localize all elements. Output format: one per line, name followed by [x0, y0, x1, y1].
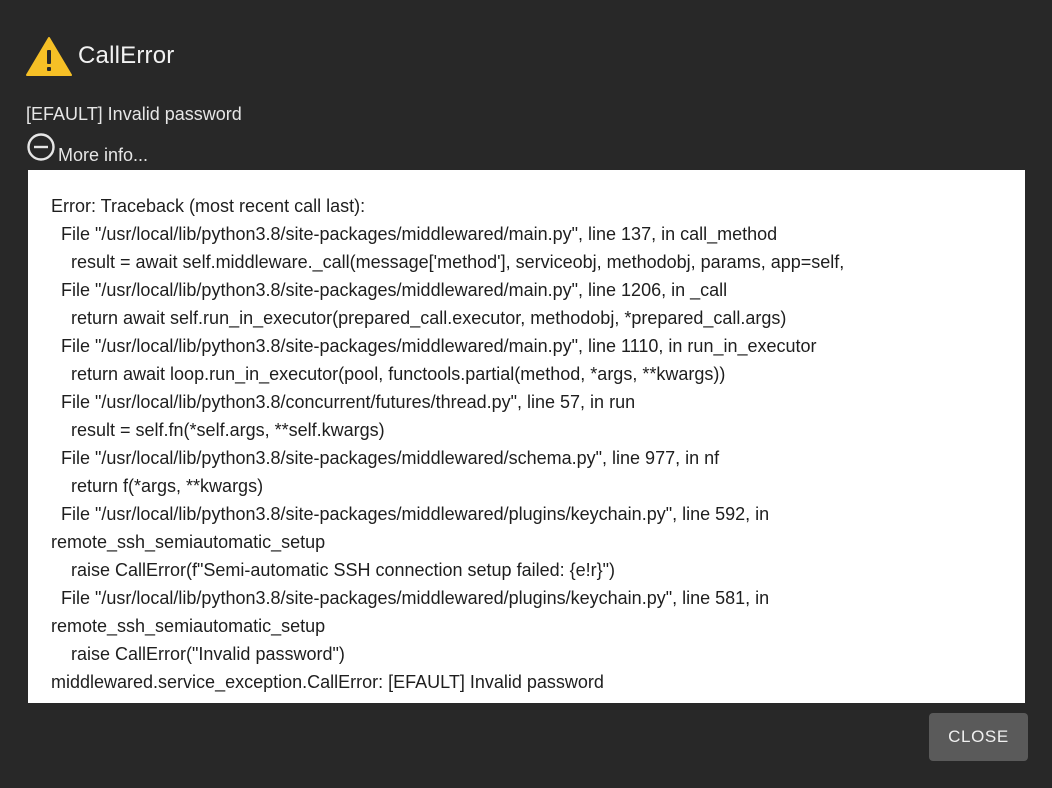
traceback-line: File "/usr/local/lib/python3.8/site-packages/middlewared/schema.py", line 977, in nf [51, 448, 720, 468]
more-info-toggle[interactable] [26, 131, 148, 167]
warning-icon [26, 36, 72, 76]
traceback-line: File "/usr/local/lib/python3.8/site-packages/middlewared/plugins/keychain.py", line 592, in [51, 504, 770, 524]
traceback-line: raise CallError("Invalid password") [51, 644, 345, 664]
traceback-text [51, 192, 1005, 696]
close-button[interactable]: CLOSE [929, 713, 1028, 761]
traceback-line: result = await self.middleware._call(message['method'], serviceobj, methodobj, params, app=self, [51, 252, 845, 272]
dialog-header [26, 36, 174, 76]
traceback-line: Error: Traceback (most recent call last): [51, 196, 366, 216]
traceback-panel [28, 170, 1025, 703]
traceback-line: result = self.fn(*self.args, **self.kwargs) [51, 420, 385, 440]
traceback-line: File "/usr/local/lib/python3.8/site-packages/middlewared/main.py", line 1206, in _call [51, 280, 728, 300]
traceback-line: File "/usr/local/lib/python3.8/site-packages/middlewared/plugins/keychain.py", line 581, in [51, 588, 770, 608]
traceback-line: return await loop.run_in_executor(pool, functools.partial(method, *args, **kwargs)) [51, 364, 726, 384]
traceback-line: return await self.run_in_executor(prepared_call.executor, methodobj, *prepared_call.args) [51, 308, 787, 328]
more-info-label[interactable]: More info... [58, 145, 149, 165]
traceback-line: File "/usr/local/lib/python3.8/concurrent/futures/thread.py", line 57, in run [51, 392, 636, 412]
dialog-title: CallError [78, 42, 175, 69]
traceback-line: remote_ssh_semiautomatic_setup [51, 532, 326, 552]
traceback-line: middlewared.service_exception.CallError: [EFAULT] Invalid password [51, 672, 604, 692]
error-message: [EFAULT] Invalid password [26, 104, 242, 124]
traceback-line: raise CallError(f"Semi-automatic SSH connection setup failed: {e!r}") [51, 560, 616, 580]
minus-circle-icon[interactable] [26, 132, 56, 162]
traceback-line: File "/usr/local/lib/python3.8/site-packages/middlewared/main.py", line 1110, in run_in_executor [51, 336, 817, 356]
traceback-line: remote_ssh_semiautomatic_setup [51, 616, 326, 636]
traceback-line: File "/usr/local/lib/python3.8/site-packages/middlewared/main.py", line 137, in call_method [51, 224, 778, 244]
traceback-line: return f(*args, **kwargs) [51, 476, 264, 496]
